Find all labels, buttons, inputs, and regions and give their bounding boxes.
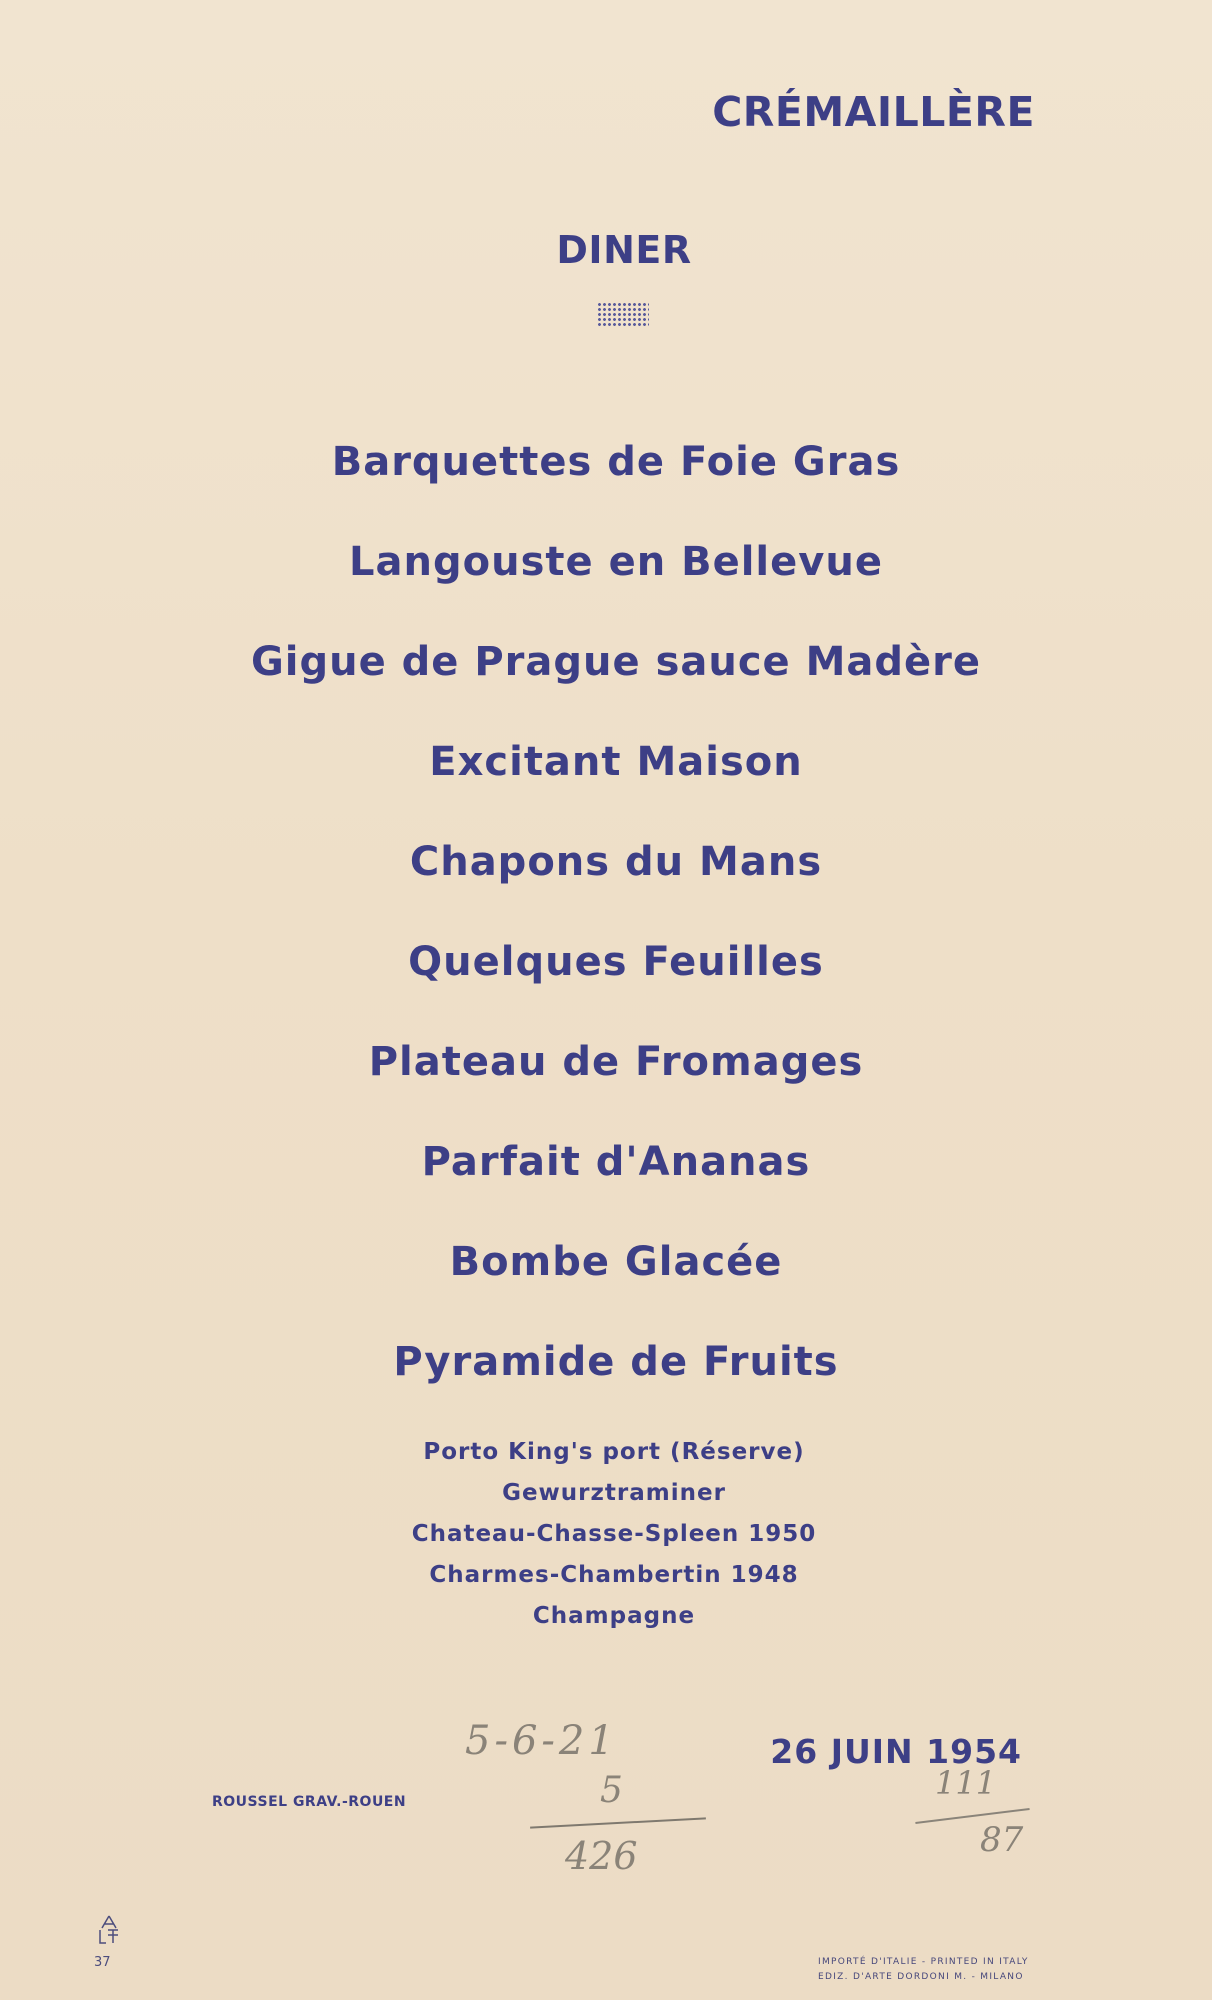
- course-item: Barquettes de Foie Gras: [331, 439, 901, 485]
- handwritten-rule: [530, 1817, 706, 1828]
- publisher-logo-icon: [96, 1915, 122, 1945]
- printer-credit: ROUSSEL GRAV.-ROUEN: [212, 1794, 407, 1810]
- publisher-number: 37: [94, 1955, 111, 1970]
- meal-title: DINER: [556, 228, 692, 272]
- imprint: [818, 1955, 1029, 1985]
- venue-title: CRÉMAILLÈRE: [712, 88, 1035, 136]
- course-item: Parfait d'Ananas: [421, 1139, 811, 1185]
- imprint-line: EDIZ. D'ARTE DORDONI M. - MILANO: [818, 1972, 1024, 1982]
- wine-item: Gewurztraminer: [502, 1480, 726, 1506]
- handwritten-note: 5: [600, 1770, 623, 1811]
- dot-grid-ornament-icon: [597, 302, 649, 328]
- course-item: Chapons du Mans: [409, 839, 823, 885]
- course-item: Excitant Maison: [429, 739, 803, 785]
- course-item: Langouste en Bellevue: [349, 539, 883, 585]
- handwritten-note: 5-6-21: [465, 1718, 618, 1764]
- course-item: Plateau de Fromages: [368, 1039, 864, 1085]
- course-item: Quelques Feuilles: [408, 939, 824, 985]
- imprint-line: IMPORTÉ D'ITALIE - PRINTED IN ITALY: [818, 1957, 1029, 1967]
- handwritten-note: 87: [980, 1820, 1024, 1860]
- handwritten-note: 111: [935, 1764, 997, 1802]
- wine-item: Chateau-Chasse-Spleen 1950: [411, 1521, 817, 1547]
- wine-item: Champagne: [532, 1603, 696, 1629]
- wine-list: [8, 1432, 1212, 1637]
- wine-item: Porto King's port (Réserve): [423, 1439, 805, 1465]
- course-item: Pyramide de Fruits: [393, 1339, 839, 1385]
- wine-item: Charmes-Chambertin 1948: [429, 1562, 799, 1588]
- course-list: [10, 432, 1212, 1432]
- course-item: Gigue de Prague sauce Madère: [250, 639, 982, 685]
- handwritten-note: 426: [565, 1834, 638, 1878]
- menu-date: 26 JUIN 1954: [770, 1732, 1022, 1771]
- course-item: Bombe Glacée: [449, 1239, 783, 1285]
